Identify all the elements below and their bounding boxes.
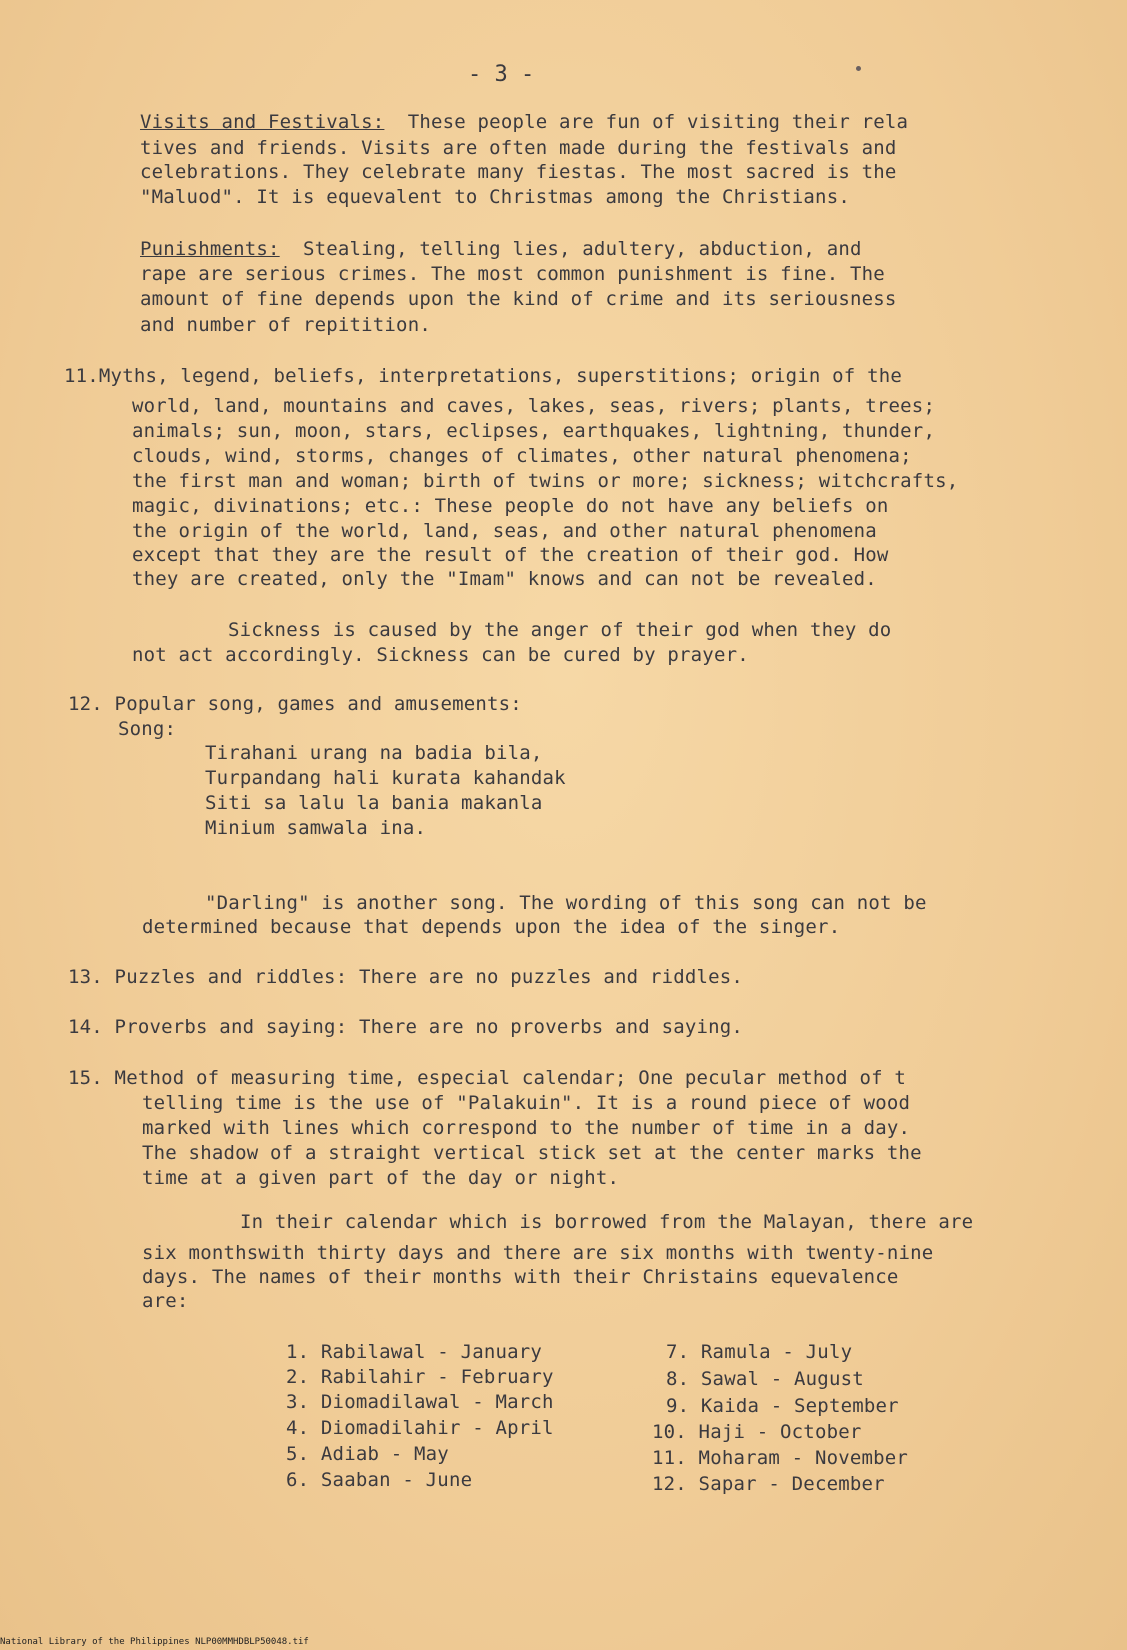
visits-line: "Maluod". It is equevalent to Christmas among the Christians.	[140, 186, 850, 208]
month-item: 4. Diomadilahir - April	[286, 1417, 554, 1439]
punishments-text: Stealing, telling lies, adultery, abduction, and	[302, 238, 862, 260]
time-line: marked with lines which correspond to the number of time in a day.	[142, 1117, 911, 1139]
visits-line: celebrations. They celebrate many fiestas. The most sacred is the	[140, 161, 897, 183]
month-item: 3. Diomadilawal - March	[286, 1391, 554, 1413]
myths-line: except that they are the result of the creation of their god. How	[132, 544, 889, 566]
myths-line: world, land, mountains and caves, lakes, seas, rivers; plants, trees;	[132, 395, 936, 417]
month-item: 8. Sawal - August	[666, 1368, 864, 1390]
ink-spot	[856, 66, 861, 71]
sickness-line: not act accordingly. Sickness can be cured by prayer.	[132, 644, 749, 666]
month-item: 7. Ramula - July	[666, 1341, 853, 1363]
myths-line: 11.Myths, legend, beliefs, interpretations, superstitions; origin of the	[64, 365, 903, 387]
time-line: telling time is the use of "Palakuin". It is a round piece of wood	[142, 1092, 911, 1114]
myths-line: they are created, only the "Imam" knows and can not be revealed.	[132, 568, 877, 590]
calendar-line: In their calendar which is borrowed from the Malayan, there are	[240, 1211, 974, 1233]
song-lyric-line: Siti sa lalu la bania makanla	[205, 792, 543, 814]
myths-line: clouds, wind, storms, changes of climates, other natural phenomena;	[132, 445, 912, 467]
song-lyric-line: Tirahani urang na badia bila,	[205, 742, 543, 764]
myths-line: magic, divinations; etc.: These people do not have any beliefs on	[132, 495, 889, 517]
month-item: 10. Haji - October	[652, 1421, 862, 1443]
songs-heading: 12. Popular song, games and amusements:	[68, 693, 522, 715]
myths-line: the origin of the world, land, seas, and other natural phenomena	[132, 520, 877, 542]
punishments-paragraph-line	[140, 237, 862, 261]
month-item: 11. Moharam - November	[652, 1447, 909, 1469]
song-lyric-line: Minium samwala ina.	[205, 817, 427, 839]
visits-heading: Visits and Festivals:	[140, 111, 385, 133]
song-label: Song:	[118, 718, 177, 740]
punishments-heading: Punishments:	[140, 238, 280, 260]
myths-line: animals; sun, moon, stars, eclipses, earthquakes, lightning, thunder,	[132, 420, 936, 442]
riddles-line: 13. Puzzles and riddles: There are no puzzles and riddles.	[68, 966, 744, 988]
punishments-line: and number of repitition.	[140, 314, 431, 336]
myths-line: the first man and woman; birth of twins or more; sickness; witchcrafts,	[132, 470, 959, 492]
time-line: The shadow of a straight vertical stick set at the center marks the	[142, 1142, 922, 1164]
calendar-line: days. The names of their months with their Christains equevalence	[142, 1266, 899, 1288]
punishments-line: rape are serious crimes. The most common punishment is fine. The	[140, 263, 885, 285]
visits-paragraph-line	[140, 110, 908, 134]
month-item: 6. Saaban - June	[286, 1469, 473, 1491]
visits-line: tives and friends. Visits are often made during the festivals and	[140, 137, 897, 159]
proverbs-line: 14. Proverbs and saying: There are no proverbs and saying.	[68, 1016, 744, 1038]
darling-line: determined because that depends upon the idea of the singer.	[142, 916, 841, 938]
darling-line: "Darling" is another song. The wording of this song can not be	[205, 892, 927, 914]
sickness-line: Sickness is caused by the anger of their god when they do	[228, 619, 892, 641]
calendar-line: are:	[142, 1290, 189, 1312]
month-item: 12. Sapar - December	[652, 1473, 885, 1495]
month-item: 9. Kaida - September	[666, 1395, 899, 1417]
month-item: 2. Rabilahir - February	[286, 1366, 554, 1388]
visits-text: These people are fun of visiting their rela	[407, 111, 909, 133]
month-item: 5. Adiab - May	[286, 1443, 449, 1465]
month-item: 1. Rabilawal - January	[286, 1341, 543, 1363]
page-number: - 3 -	[468, 62, 535, 87]
punishments-line: amount of fine depends upon the kind of crime and its seriousness	[140, 288, 897, 310]
time-line: time at a given part of the day or night.	[142, 1167, 620, 1189]
song-lyric-line: Turpandang hali kurata kahandak	[205, 767, 566, 789]
scan-footer: National Library of the Philippines NLP00MMHDBLP50048.tif	[0, 1637, 309, 1647]
calendar-line: six monthswith thirty days and there are six months with twenty-nine	[142, 1242, 934, 1264]
time-line: 15. Method of measuring time, especial calendar; One pecular method of t	[68, 1067, 907, 1089]
